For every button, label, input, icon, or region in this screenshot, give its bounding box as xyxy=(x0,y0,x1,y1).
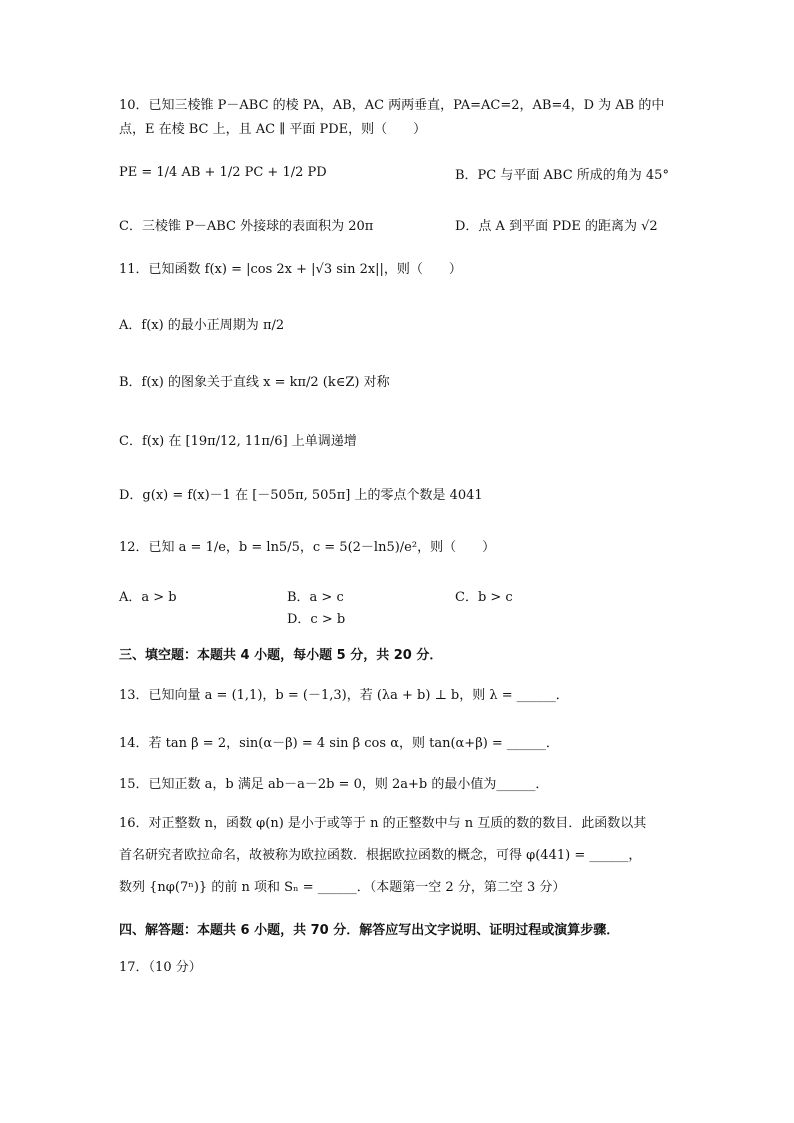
q11-option-d: D．g(x) = f(x)－1 在 [－505π, 505π] 上的零点个数是 4041 xyxy=(119,488,483,503)
q11-option-b: B．f(x) 的图象关于直线 x = kπ/2 (k∈Z) 对称 xyxy=(119,375,390,390)
q11-option-a: A．f(x) 的最小正周期为 π/2 xyxy=(119,318,285,333)
q12-option-b: B．a > c xyxy=(287,590,344,605)
q12-option-a: A．a > b xyxy=(119,590,177,605)
q16-line3: 数列 {nφ(7ⁿ)} 的前 n 项和 Sₙ = ______．（本题第一空 2 分，第二空 3 分） xyxy=(119,880,566,895)
q10-option-a: PE = 1/4 AB + 1/2 PC + 1/2 PD xyxy=(119,165,327,180)
q14: 14．若 tan β = 2，sin(α－β) = 4 sin β cos α，则 tan(α+β) = ______． xyxy=(119,736,559,751)
q10-line1: 10．已知三棱锥 P－ABC 的棱 PA，AB，AC 两两垂直，PA=AC=2，AB=4，D 为 AB 的中 xyxy=(119,98,665,113)
section-4-heading: 四、解答题：本题共 6 小题，共 70 分．解答应写出文字说明、证明过程或演算步骤． xyxy=(119,923,620,938)
q12-option-c: C．b > c xyxy=(455,590,513,605)
q15: 15．已知正数 a，b 满足 ab－a－2b = 0，则 2a+b 的最小值为______． xyxy=(119,777,549,792)
q17: 17．（10 分） xyxy=(119,960,202,975)
q10-option-b: B．PC 与平面 ABC 所成的角为 45° xyxy=(455,168,669,183)
q12-option-d: D．c > b xyxy=(287,612,346,627)
q10-line2: 点，E 在棱 BC 上，且 AC ∥ 平面 PDE，则（ ） xyxy=(119,122,427,137)
q11-option-c: C．f(x) 在 [19π/12, 11π/6] 上单调递增 xyxy=(119,434,357,449)
q16-line2: 首名研究者欧拉命名，故被称为欧拉函数．根据欧拉函数的概念，可得 φ(441) = ______， xyxy=(119,848,642,863)
q12-stem: 12．已知 a = 1/e，b = ln5/5，c = 5(2－ln5)/e²，则（ ） xyxy=(119,540,496,555)
q11-stem: 11．已知函数 f(x) = |cos 2x + |√3 sin 2x||，则（ ） xyxy=(119,262,462,277)
q16-line1: 16．对正整数 n，函数 φ(n) 是小于或等于 n 的正整数中与 n 互质的数的数目．此函数以其 xyxy=(119,816,647,831)
section-3-heading: 三、填空题：本题共 4 小题，每小题 5 分，共 20 分． xyxy=(119,648,443,663)
q10-option-d: D．点 A 到平面 PDE 的距离为 √2 xyxy=(455,219,658,234)
q10-option-c: C．三棱锥 P－ABC 外接球的表面积为 20π xyxy=(119,219,374,234)
q13: 13．已知向量 a = (1,1)，b = (－1,3)，若 (λa + b) ⊥ b，则 λ = ______． xyxy=(119,688,569,703)
